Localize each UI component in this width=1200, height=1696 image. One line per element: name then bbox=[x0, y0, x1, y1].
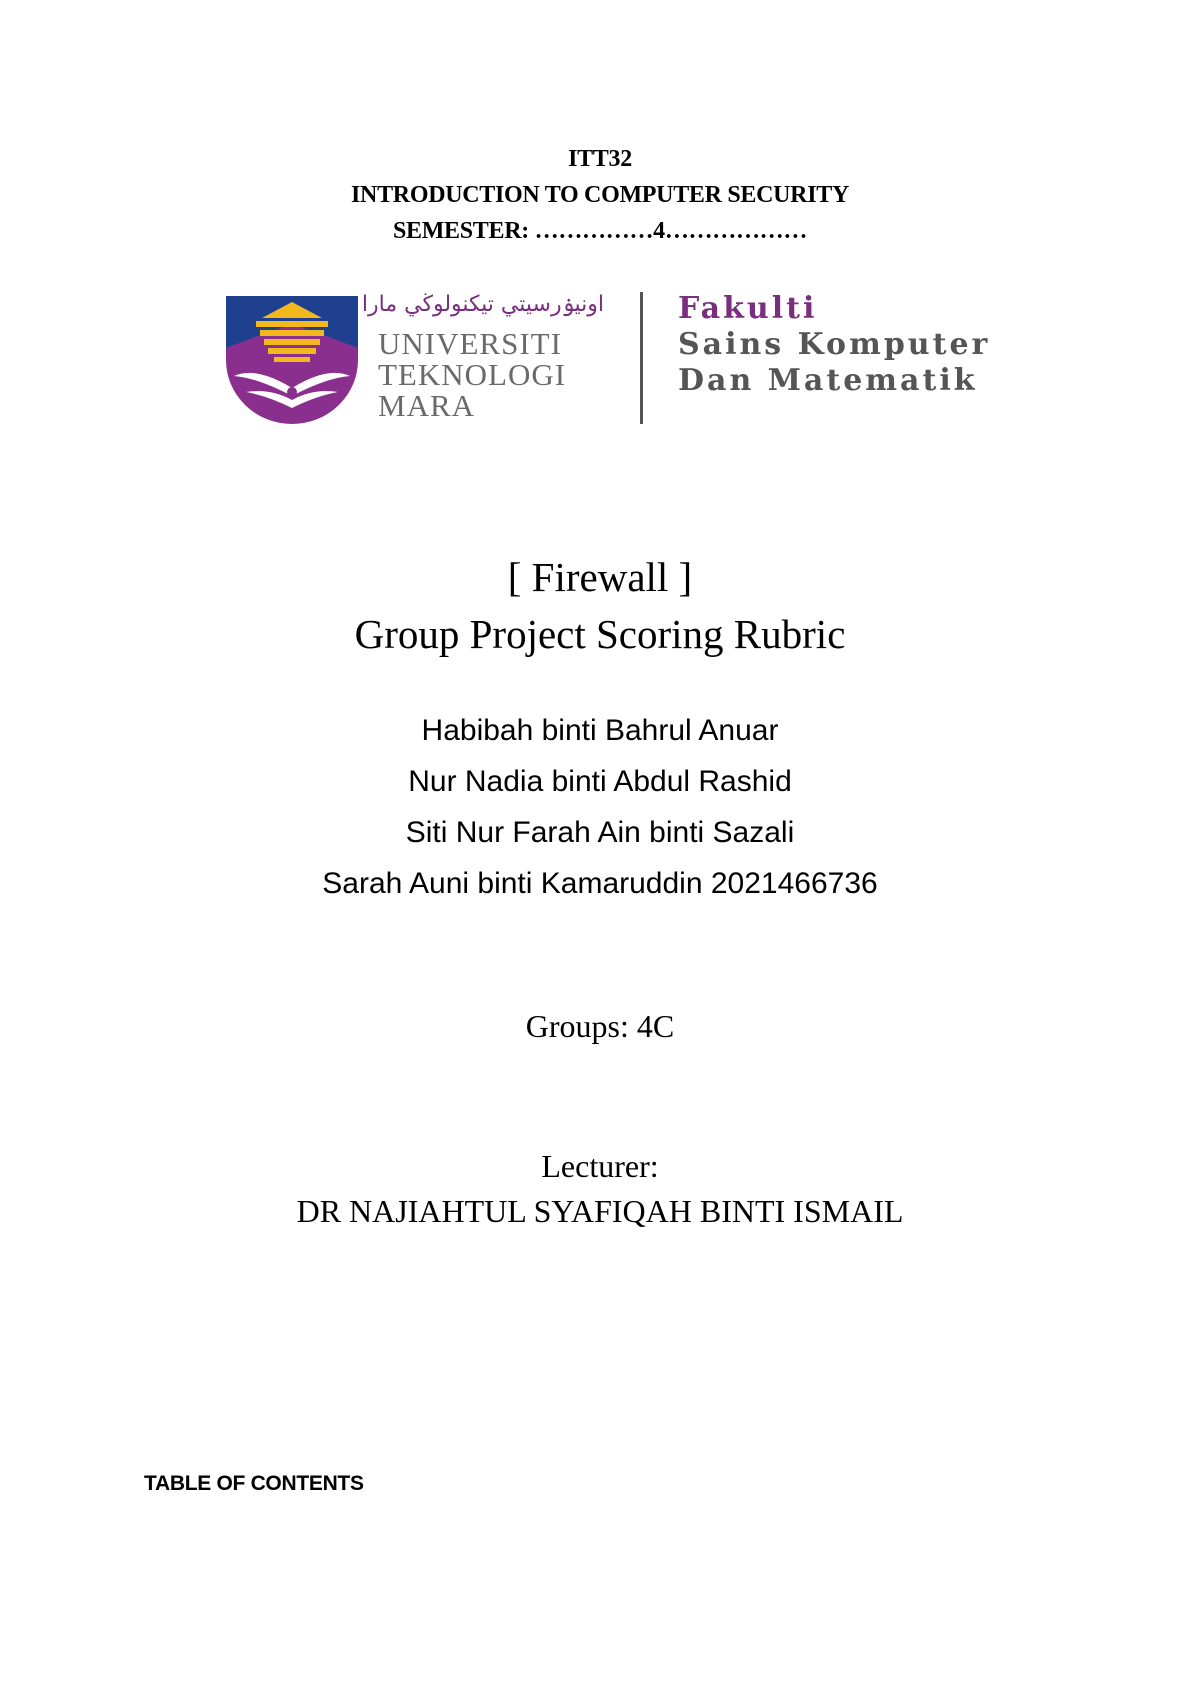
uitm-emblem-icon bbox=[226, 296, 358, 424]
member-name-3: Siti Nur Farah Ain binti Sazali bbox=[405, 816, 795, 849]
university-line-3: MARA bbox=[378, 388, 476, 423]
course-title: INTRODUCTION TO COMPUTER SECURITY bbox=[351, 182, 849, 208]
member-name-1: Habibah binti Bahrul Anuar bbox=[421, 714, 779, 747]
member-name-2: Nur Nadia binti Abdul Rashid bbox=[408, 765, 792, 798]
project-topic: [ Firewall ] bbox=[507, 554, 693, 600]
university-line-1: UNIVERSITI bbox=[378, 326, 562, 361]
faculty-line-2: Sains Komputer bbox=[678, 327, 991, 362]
table-of-contents-heading: TABLE OF CONTENTS bbox=[144, 1472, 364, 1495]
logo-divider bbox=[640, 292, 643, 424]
faculty-line-3: Dan Matematik bbox=[678, 363, 978, 398]
member-name-4: Sarah Auni binti Kamaruddin 2021466736 bbox=[322, 867, 878, 900]
group-label: Groups: 4C bbox=[525, 1008, 675, 1044]
course-code: ITT32 bbox=[568, 146, 632, 172]
project-subtitle: Group Project Scoring Rubric bbox=[354, 611, 846, 657]
arabic-jawi-name: اونيۏرسيتي تيكنولوڬي مارا bbox=[361, 292, 604, 317]
uitm-fskm-logo bbox=[226, 292, 1026, 428]
faculty-line-1: Fakulti bbox=[678, 291, 818, 326]
university-line-2: TEKNOLOGI bbox=[378, 357, 567, 392]
lecturer-name: DR NAJIAHTUL SYAFIQAH BINTI ISMAIL bbox=[296, 1193, 904, 1229]
lecturer-label: Lecturer: bbox=[541, 1148, 659, 1184]
semester-line: SEMESTER: ……………4……………… bbox=[392, 218, 808, 244]
